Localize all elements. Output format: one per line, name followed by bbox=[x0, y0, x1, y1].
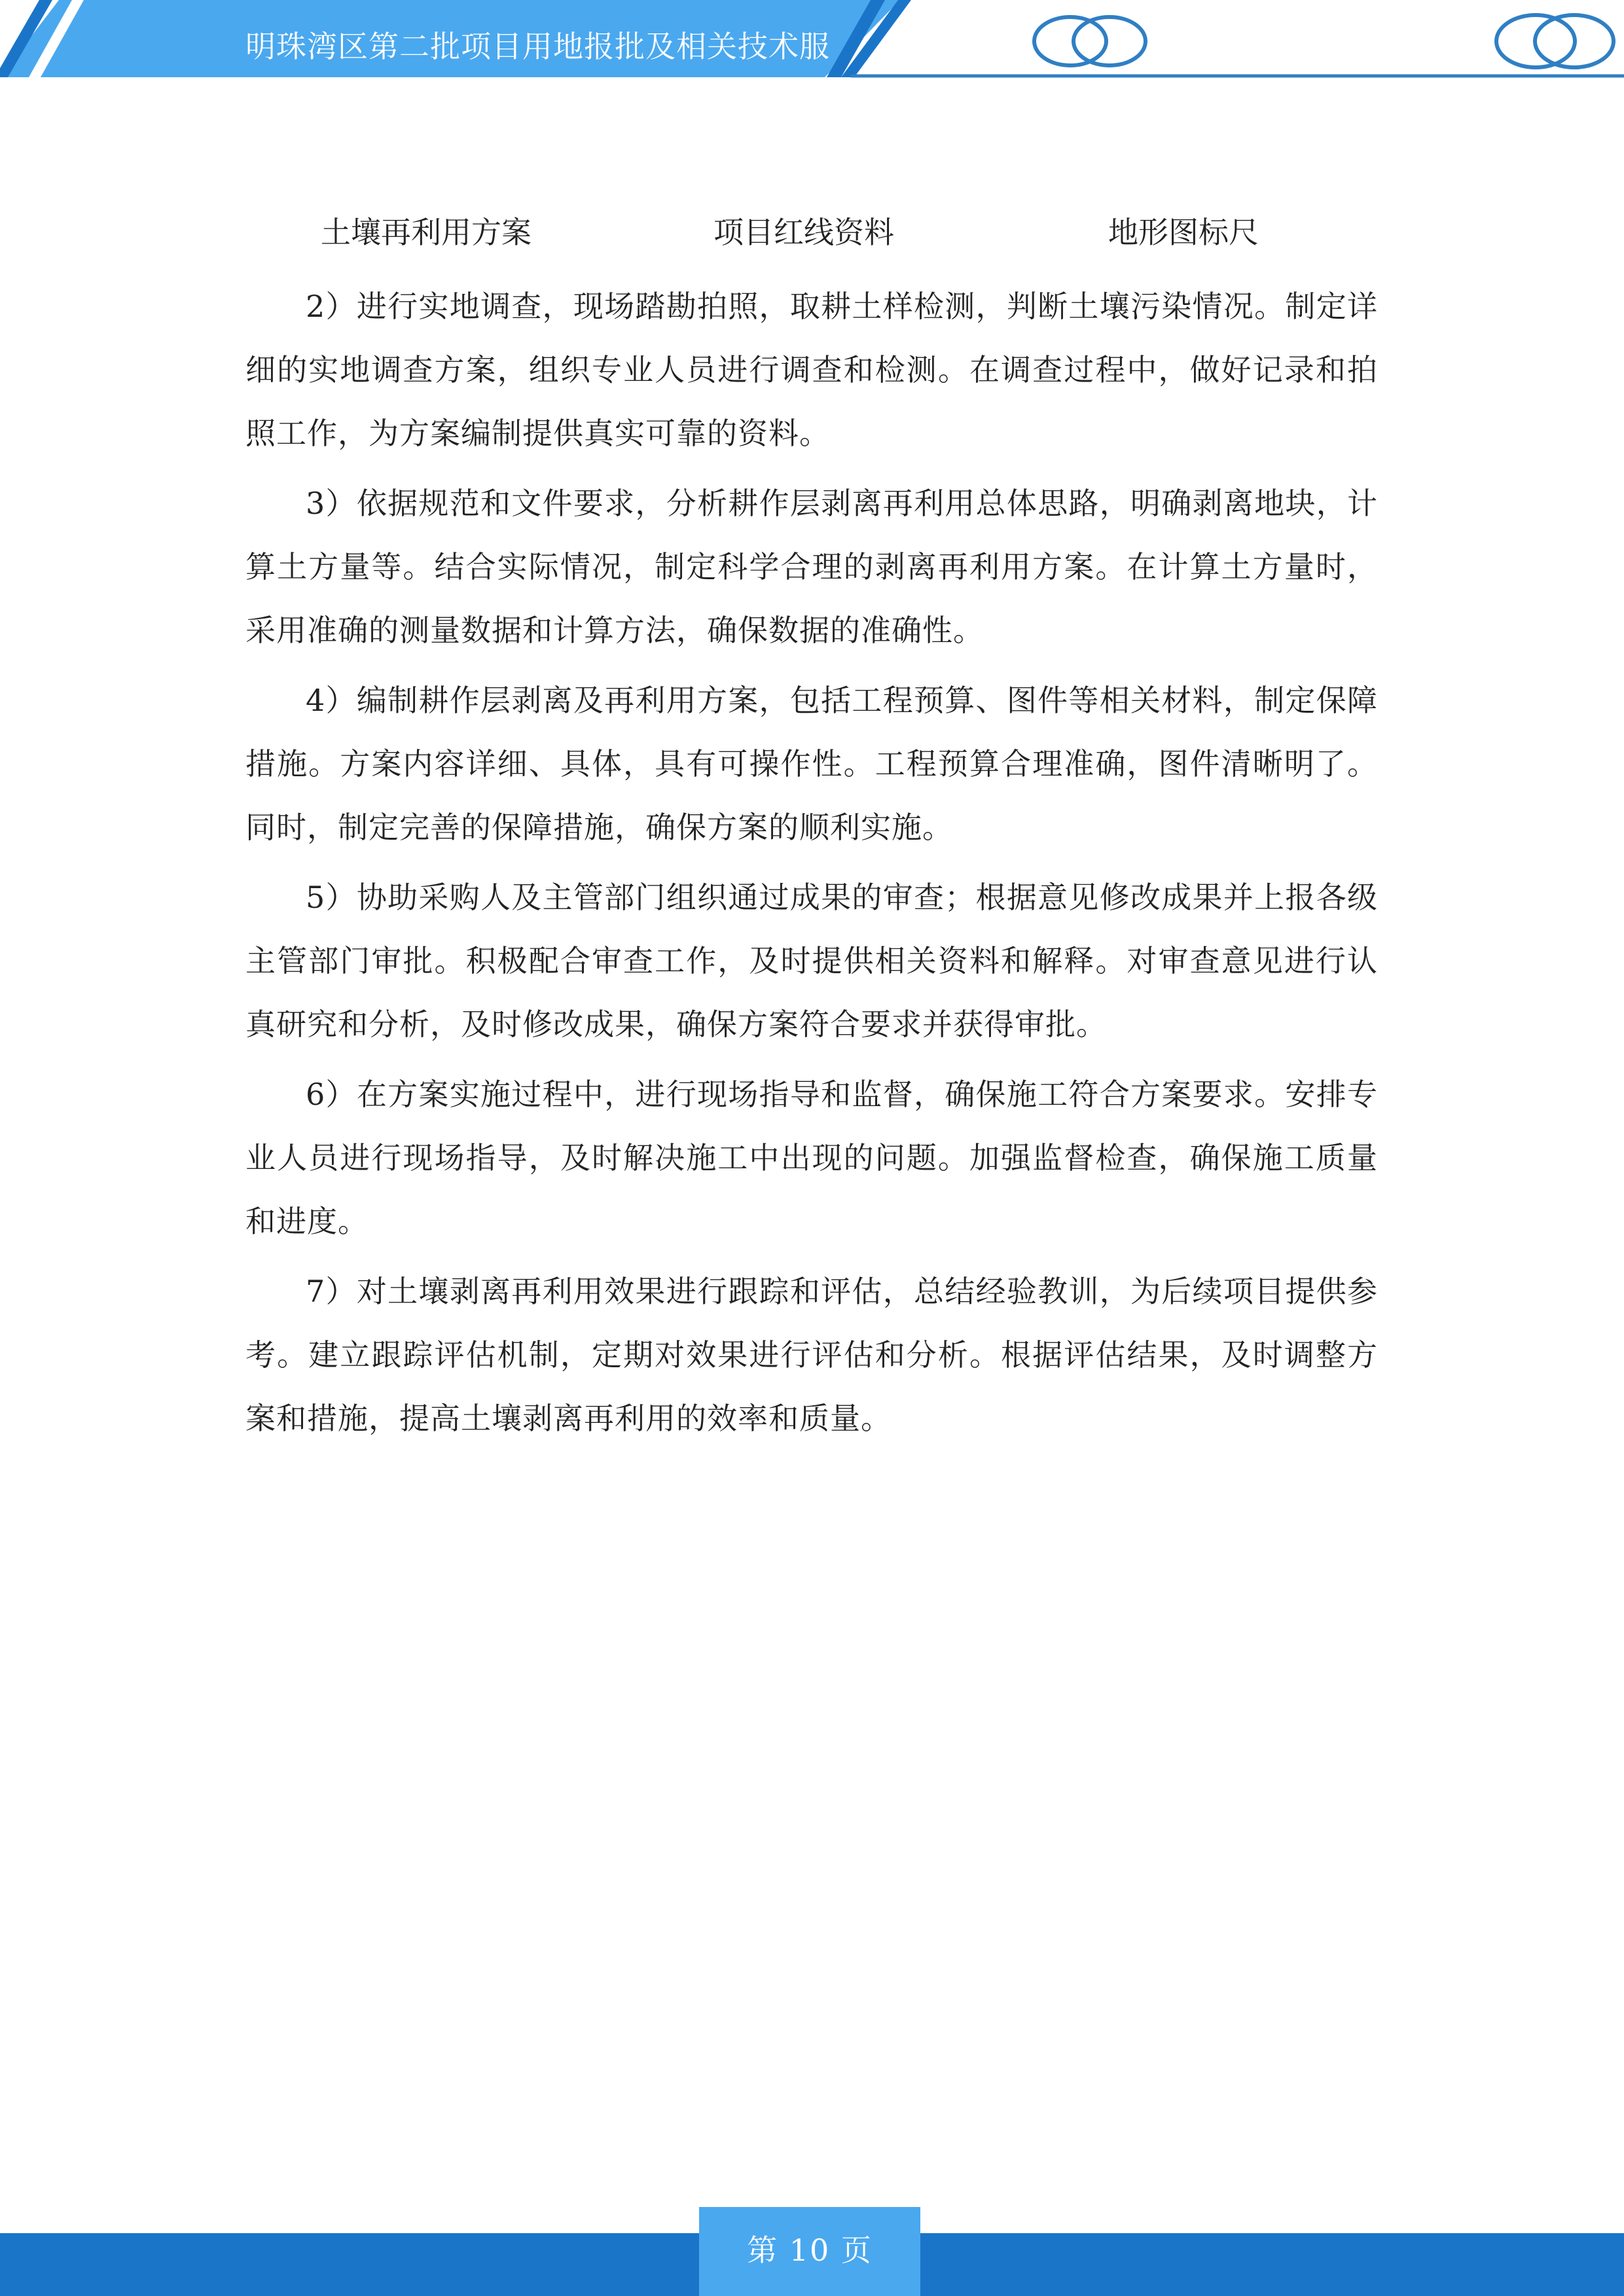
page-header bbox=[0, 0, 1624, 85]
paragraph-4: 4）编制耕作层剥离及再利用方案，包括工程预算、图件等相关材料，制定保障措施。方案内容详细、具体，具有可操作性。工程预算合理准确，图件清晰明了。同时，制定完善的保障措施，确保方案的顺利实施。 bbox=[245, 683, 1378, 845]
paragraph-3: 3）依据规范和文件要求，分析耕作层剥离再利用总体思路，明确剥离地块，计算土方量等。结合实际情况，制定科学合理的剥离再利用方案。在计算土方量时，采用准确的测量数据和计算方法，确保数据的准确性。 bbox=[245, 486, 1378, 648]
figure-label-redline: 项目红线资料 bbox=[713, 215, 894, 250]
page-content bbox=[245, 196, 1378, 1457]
paragraph-6: 6）在方案实施过程中，进行现场指导和监督，确保施工符合方案要求。安排专业人员进行现场指导，及时解决施工中出现的问题。加强监督检查，确保施工质量和进度。 bbox=[245, 1077, 1378, 1239]
paragraph-2: 2）进行实地调查，现场踏勘拍照，取耕土样检测，判断土壤污染情况。制定详细的实地调查方案，组织专业人员进行调查和检测。在调查过程中，做好记录和拍照工作，为方案编制提供真实可靠的资料。 bbox=[245, 289, 1378, 451]
page-number: 第 10 页 bbox=[747, 2233, 873, 2268]
figure-label-row bbox=[245, 196, 1378, 275]
double-ring-logo-icon bbox=[1496, 15, 1614, 67]
figure-label-soil-plan: 土壤再利用方案 bbox=[321, 215, 532, 250]
double-ring-logo-icon bbox=[1034, 17, 1146, 65]
paragraph-5: 5）协助采购人及主管部门组织通过成果的审查；根据意见修改成果并上报各级主管部门审批。积极配合审查工作，及时提供相关资料和解释。对审查意见进行认真研究和分析，及时修改成果，确保方案符合要求并获得审批。 bbox=[245, 880, 1378, 1042]
document-title: 明珠湾区第二批项目用地报批及相关技术服 bbox=[245, 29, 830, 64]
paragraph-7: 7）对土壤剥离再利用效果进行跟踪和评估，总结经验教训，为后续项目提供参考。建立跟踪评估机制，定期对效果进行评估和分析。根据评估结果，及时调整方案和措施，提高土壤剥离再利用的效率和质量。 bbox=[245, 1274, 1378, 1436]
figure-label-topo-scale: 地形图标尺 bbox=[1108, 215, 1259, 250]
